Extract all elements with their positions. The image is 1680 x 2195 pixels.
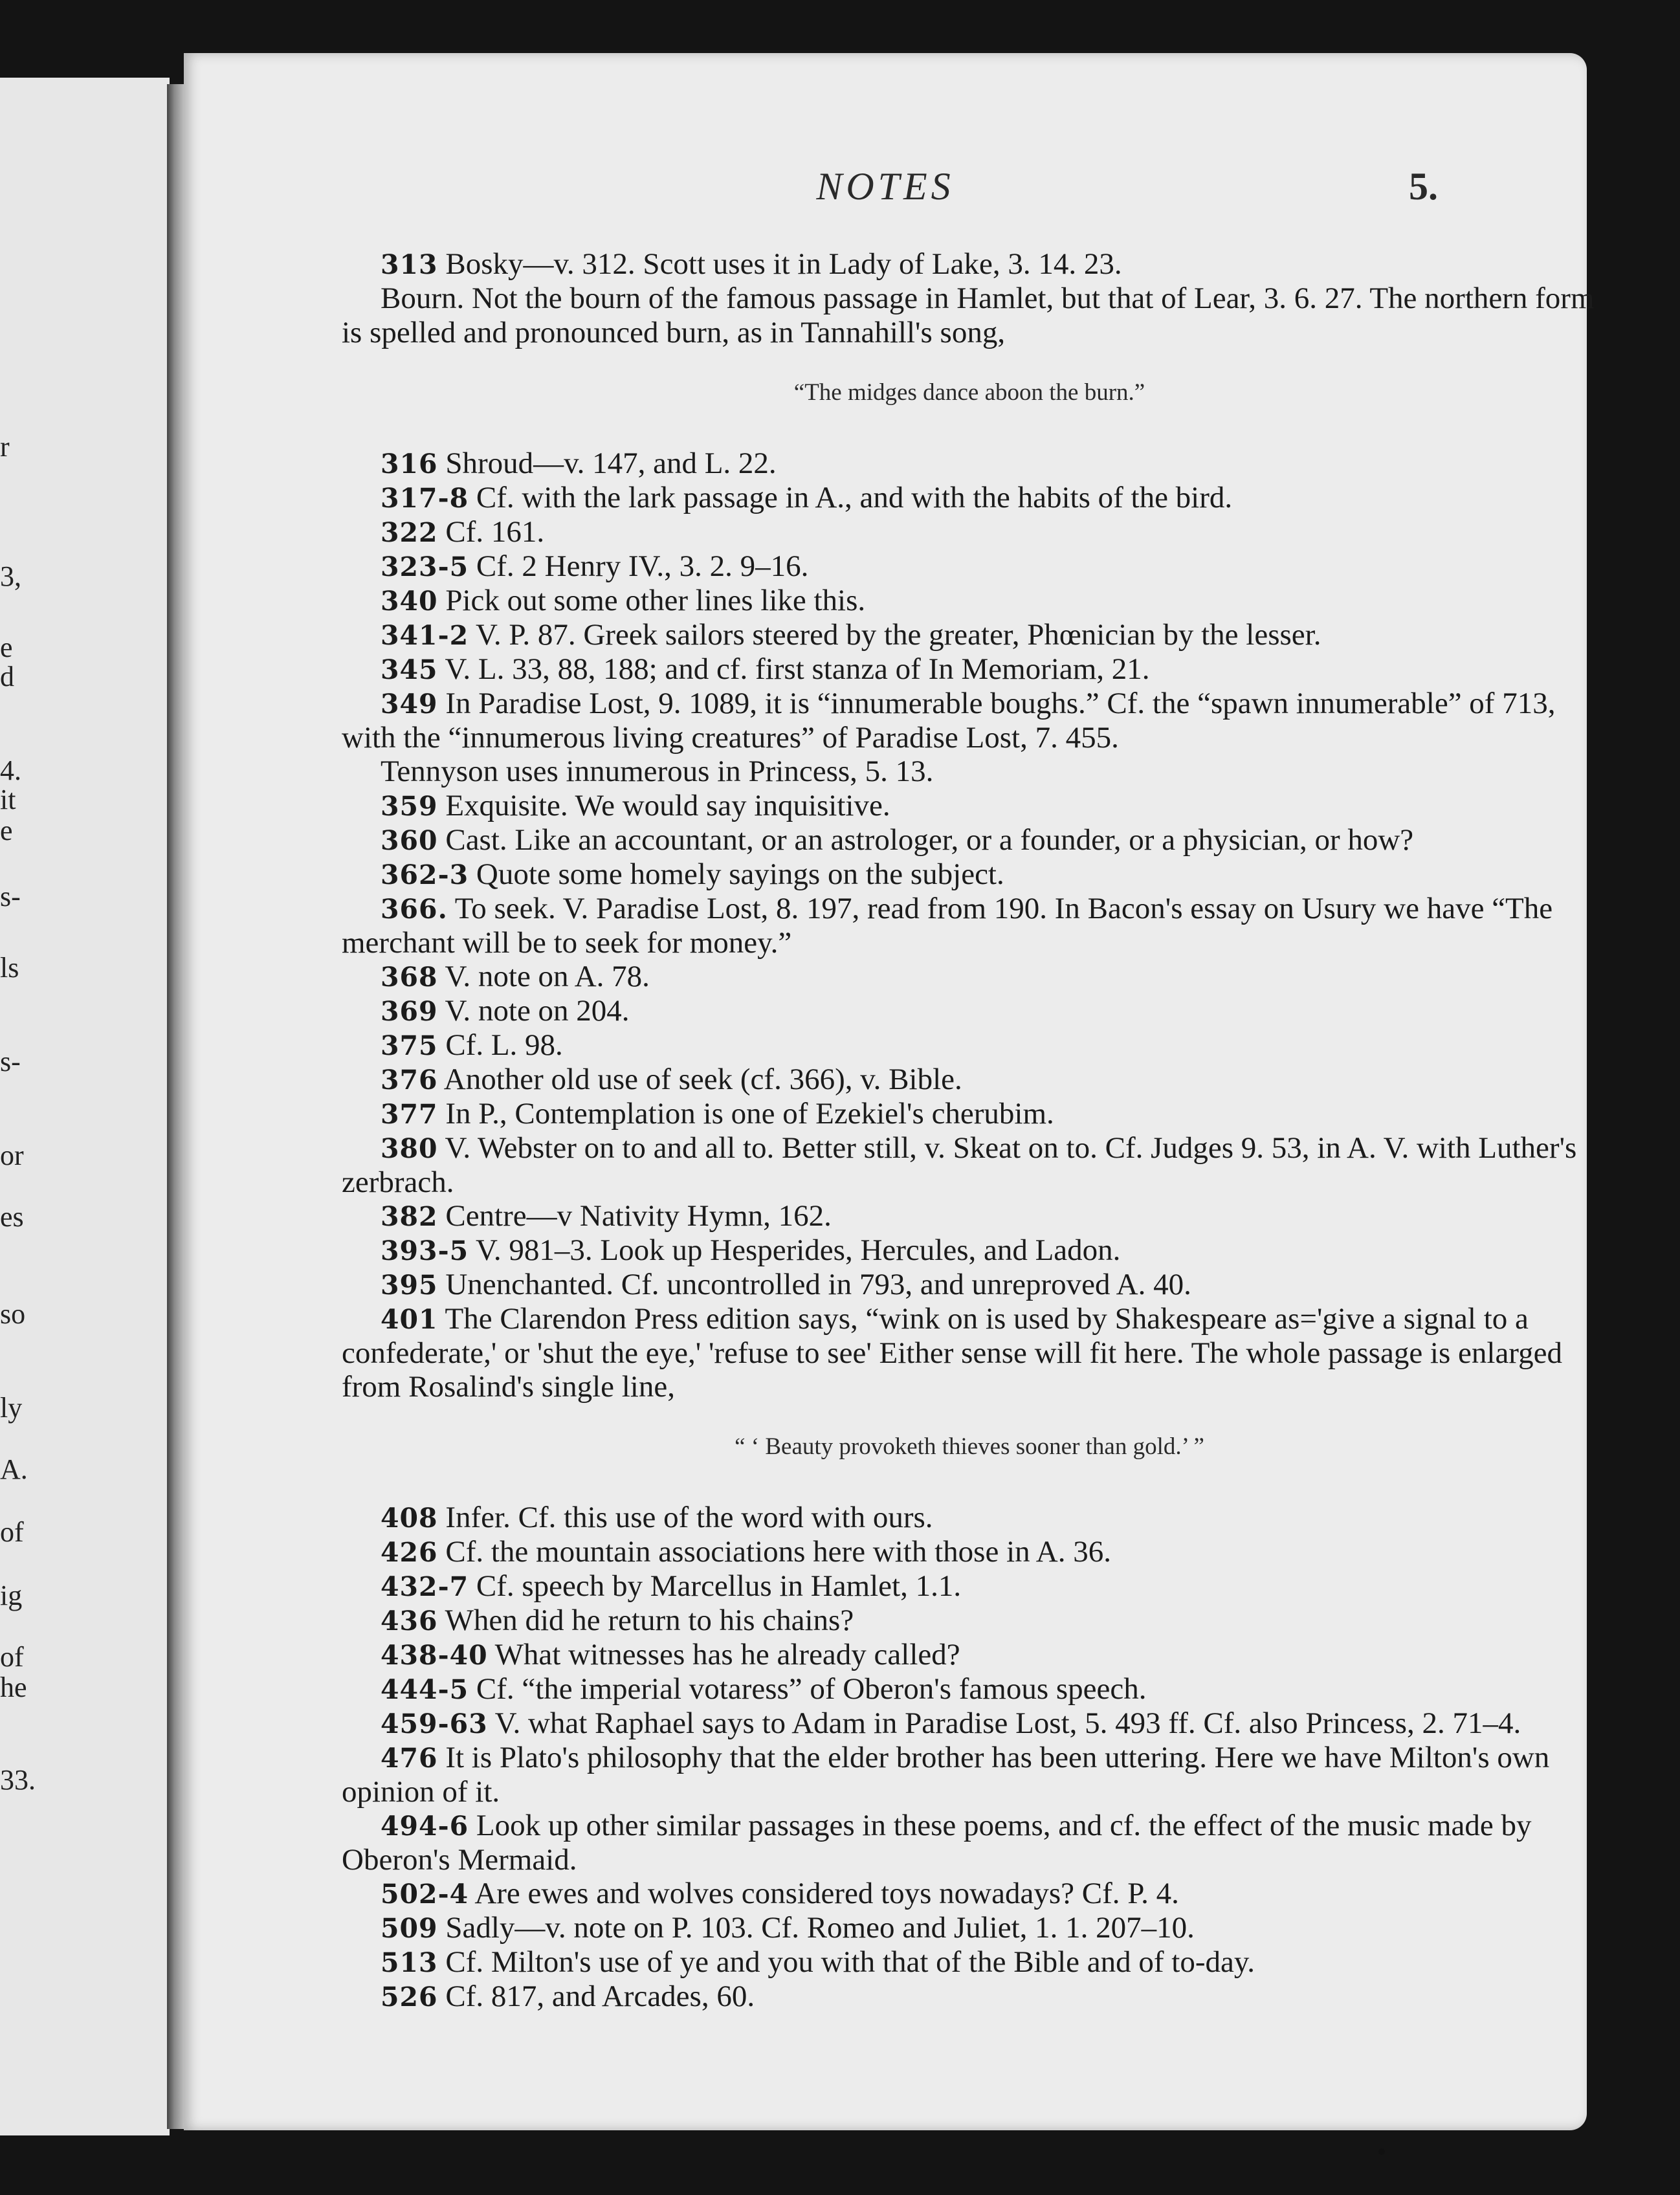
note-entry [342,823,1597,857]
margin-fragment: d [0,661,14,692]
note-entry [342,1199,1597,1233]
note-entry [342,1302,1597,1404]
note-text: It is Plato's philosophy that the elder brother has been uttering. Here we have Milton's own opinion of it. [342,1741,1550,1809]
note-entry [342,1063,1597,1097]
note-text: Shroud—v. 147, and L. 22. [445,447,777,480]
note-entry [342,1741,1597,1809]
page-number: 5. [1409,165,1438,208]
note-text: In Paradise Lost, 9. 1089, it is “innumerable boughs.” Cf. the “spawn innumerable” of 713, with the “innumerous living creatures” of Paradise Lost, 7. 455. [342,687,1556,755]
line-number: 408 [381,1503,438,1534]
margin-fragment: e [0,815,13,846]
note-entry [342,447,1597,481]
note-entry [342,1706,1597,1741]
note-entry [342,1535,1597,1569]
line-number: 382 [381,1201,438,1232]
note-entry [342,1672,1597,1706]
note-entry [342,755,1597,789]
note-entry [342,960,1597,994]
note-entry [342,892,1597,960]
note-text: V. Webster on to and all to. Better still, v. Skeat on to. Cf. Judges 9. 53, in A. V. with Luther's zerbrach. [342,1131,1577,1199]
note-entry [342,994,1597,1028]
margin-fragment: A. [0,1453,28,1485]
note-text: Cf. 817, and Arcades, 60. [445,1980,755,2013]
line-number: 322 [381,517,438,548]
line-number: 494-6 [381,1811,469,1842]
note-entry [342,1638,1597,1672]
note-text: Cf. Milton's use of ye and you with that of the Bible and of to-day. [445,1945,1255,1979]
note-text: What witnesses has he already called? [494,1638,960,1671]
book-spine [167,84,184,2129]
note-text: Cf. L. 98. [445,1028,563,1062]
note-text: Are ewes and wolves considered toys nowadays? Cf. P. 4. [474,1877,1179,1910]
note-entry [342,515,1597,549]
note-text: Cf. with the lark passage in A., and with the habits of the bird. [476,481,1233,514]
margin-fragment: s- [0,881,21,912]
note-text: V. note on A. 78. [445,960,650,993]
margin-fragment: 3, [0,560,21,592]
note-entry [342,1131,1597,1199]
margin-fragment: of [0,1641,24,1673]
note-text: Cf. speech by Marcellus in Hamlet, 1.1. [476,1569,962,1603]
line-number: 426 [381,1537,438,1568]
note-entry [342,687,1597,755]
note-text: Cf. 161. [445,515,545,549]
line-number: 395 [381,1270,438,1301]
note-text: Tennyson uses innumerous in Princess, 5. 13. [381,755,934,788]
margin-fragment: ig [0,1580,23,1611]
line-number: 380 [381,1133,438,1164]
line-number: 360 [381,825,438,856]
note-text: Sadly—v. note on P. 103. Cf. Romeo and Juliet, 1. 1. 207–10. [445,1911,1195,1945]
note-entry [342,481,1597,515]
note-text: V. L. 33, 88, 188; and cf. first stanza of In Memoriam, 21. [445,652,1150,686]
note-entry [342,1501,1597,1535]
line-number: 341-2 [381,620,469,651]
note-text: V. what Raphael says to Adam in Paradise Lost, 5. 493 ff. Cf. also Princess, 2. 71–4. [494,1706,1521,1740]
note-entry [342,1028,1597,1063]
note-text: To seek. V. Paradise Lost, 8. 197, read from 190. In Bacon's essay on Usury we have “The merchant will be to seek for money.” [342,892,1553,960]
note-entry [342,1809,1597,1877]
note-entry [342,1097,1597,1131]
line-number: 513 [381,1947,438,1978]
note-text: Quote some homely sayings on the subject. [476,857,1004,891]
line-number: 377 [381,1099,438,1130]
note-text: Exquisite. We would say inquisitive. [445,789,890,822]
margin-fragment: it [0,784,16,815]
page-header [184,164,1587,216]
note-text: Look up other similar passages in these poems, and cf. the effect of the music made by Oberon's Mermaid. [342,1809,1532,1877]
note-entry [342,584,1597,618]
line-number: 438-40 [381,1640,488,1671]
line-number: 349 [381,689,438,720]
note-entry [342,789,1597,823]
margin-fragment: or [0,1140,24,1171]
line-number: 476 [381,1743,438,1774]
note-text: V. note on 204. [445,994,630,1028]
margin-fragment: of [0,1516,24,1548]
note-text: V. P. 87. Greek sailors steered by the greater, Phœnician by the lesser. [476,618,1321,652]
note-text: Unenchanted. Cf. uncontrolled in 793, and unreproved A. 40. [445,1268,1191,1301]
margin-fragment: s- [0,1046,21,1077]
line-number: 362-3 [381,859,469,890]
line-number: 313 [381,249,438,280]
margin-fragment: he [0,1671,27,1703]
note-entry [342,549,1597,584]
note-entry [342,857,1597,892]
note-entry [342,1569,1597,1604]
line-number: 526 [381,1981,438,2013]
line-number: 375 [381,1030,438,1061]
note-text: Cf. “the imperial votaress” of Oberon's famous speech. [476,1672,1147,1706]
note-entry [342,1980,1597,2014]
line-number: 359 [381,791,438,822]
note-text: Cast. Like an accountant, or an astrologer, or a founder, or a physician, or how? [445,823,1414,857]
note-text: Pick out some other lines like this. [445,584,866,617]
line-number: 345 [381,654,438,685]
line-number: 366. [381,894,448,925]
note-text: The Clarendon Press edition says, “wink on is used by Shakespeare as='give a signal to a confederate,' or 'shut the eye,' 'refuse to see' Either sense will fit here. The whole passage is enlarged from Rosalind's single line, [342,1302,1562,1404]
line-number: 459-63 [381,1708,488,1739]
block-quote: “ ‘ Beauty provoketh thieves sooner than gold.’ ” [735,1433,1204,1460]
line-number: 444-5 [381,1674,469,1705]
line-number: 317-8 [381,483,469,514]
margin-fragment: e [0,632,13,663]
note-text: In P., Contemplation is one of Ezekiel's cherubim. [445,1097,1054,1131]
line-number: 432-7 [381,1571,469,1602]
note-text: Centre—v Nativity Hymn, 162. [445,1199,832,1233]
margin-fragment: ly [0,1392,23,1424]
margin-fragment: 4. [0,755,21,786]
note-text: Infer. Cf. this use of the word with ours. [445,1501,933,1534]
line-number: 393-5 [381,1235,469,1266]
margin-fragment: es [0,1201,24,1233]
note-entry [342,281,1597,349]
note-entry [342,618,1597,652]
line-number: 509 [381,1913,438,1944]
margin-fragment: r [0,431,10,463]
line-number: 323-5 [381,551,469,582]
line-number: 436 [381,1605,438,1637]
line-number: 340 [381,586,438,617]
note-text: V. 981–3. Look up Hesperides, Hercules, and Ladon. [476,1233,1121,1267]
note-text: Another old use of seek (cf. 366), v. Bible. [443,1063,962,1096]
print-speck [1378,2148,1385,2155]
line-number: 502-4 [381,1879,469,1910]
line-number: 368 [381,962,438,993]
facing-page-edge [0,78,170,2135]
block-quote: “The midges dance aboon the burn.” [793,379,1145,406]
note-text: Bosky—v. 312. Scott uses it in Lady of Lake, 3. 14. 23. [445,247,1122,281]
note-entry [342,1911,1597,1945]
line-number: 401 [381,1304,438,1335]
note-entry [342,1604,1597,1638]
note-entry [342,1877,1597,1911]
margin-fragment: so [0,1298,26,1330]
notes-body [342,247,1597,2014]
note-text: Cf. the mountain associations here with those in A. 36. [445,1535,1111,1569]
note-text: When did he return to his chains? [445,1604,854,1637]
line-number: 316 [381,448,438,480]
line-number: 369 [381,996,438,1027]
line-number: 376 [381,1064,438,1096]
note-entry [342,652,1597,687]
note-entry [342,1945,1597,1980]
book-page [184,53,1595,2130]
note-entry [342,247,1597,281]
margin-fragment: ls [0,952,19,984]
note-text: Cf. 2 Henry IV., 3. 2. 9–16. [476,549,809,583]
margin-fragment: 33. [0,1764,36,1796]
note-entry [342,1233,1597,1268]
note-text: Bourn. Not the bourn of the famous passage in Hamlet, but that of Lear, 3. 6. 27. The northern form is spelled and pronounced burn, as in Tannahill's song, [342,281,1595,349]
running-title: NOTES [816,165,955,208]
note-entry [342,1268,1597,1302]
